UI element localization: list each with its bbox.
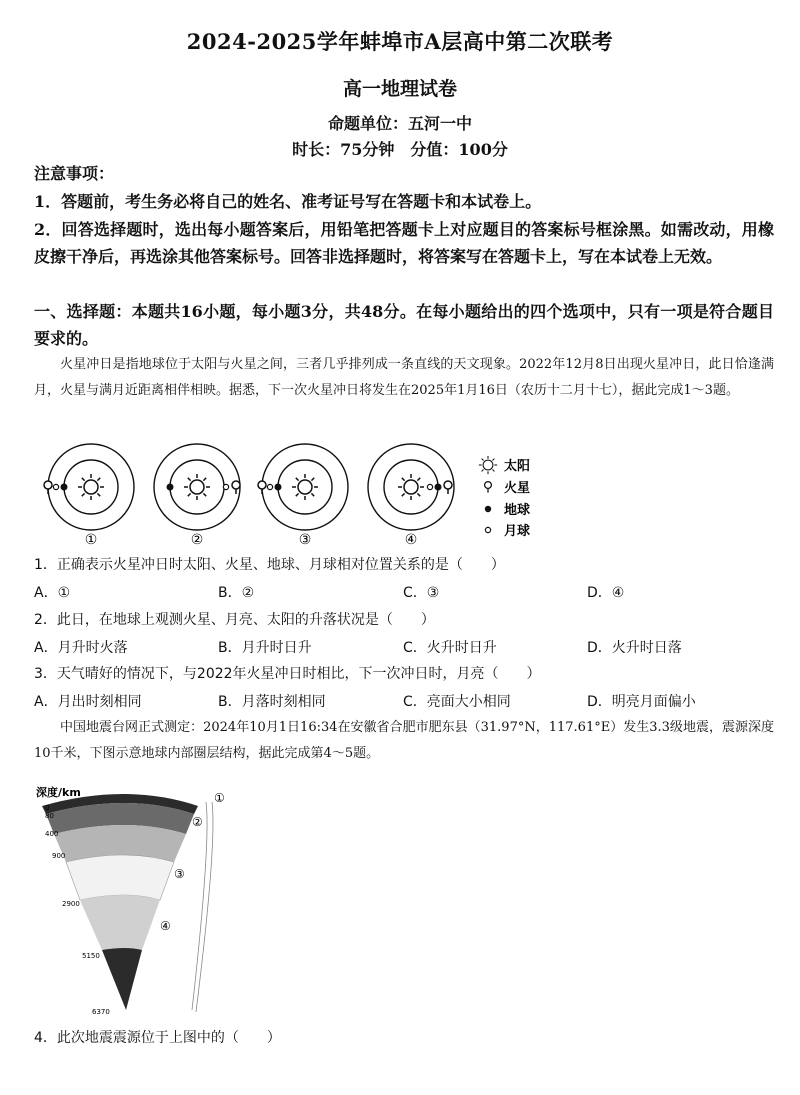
exam-unit: 命题单位：五河一中 <box>327 114 472 133</box>
passage-earthquake: 中国地震台网正式测定：2024年10月1日16:34在安徽省合肥市肥东县（31.97°N，117.61°E）发生3.3级地震，震源深度10千米，下图示意地球内部圈层结构，据此完成第4～5题。 <box>34 720 774 761</box>
question-2-stem: 2．此日，在地球上观测火星、月亮、太阳的升落状况是（ ） <box>34 612 435 628</box>
legend-moon: 月球 <box>504 524 531 539</box>
mantle-layer <box>66 855 174 900</box>
question-3-option-d: D．明亮月面偏小 <box>587 694 696 710</box>
depth-tick-2900: 2900 <box>62 900 80 908</box>
orbit-diagram-1 <box>44 444 134 530</box>
diagram-label-2: ② <box>190 532 204 548</box>
exam-subtitle: 高一地理试卷 <box>342 78 457 100</box>
diagram-label-1: ① <box>84 532 98 548</box>
question-2-option-b: B．月升时日升 <box>218 640 312 656</box>
layer-label-3: ③ <box>174 867 185 881</box>
question-1-option-c: C．③ <box>403 585 440 601</box>
question-2-option-a: A．月升时火落 <box>34 640 128 656</box>
question-3-option-b: B．月落时刻相同 <box>218 694 326 710</box>
depth-tick-6370: 6370 <box>92 1008 110 1016</box>
outer-core-layer <box>80 895 160 950</box>
question-2-option-c: C．火升时日升 <box>403 640 497 656</box>
sun-icon <box>479 456 497 474</box>
question-1-stem: 1．正确表示火星冲日时太阳、火星、地球、月球相对位置关系的是（ ） <box>34 557 505 573</box>
mars-icon <box>485 482 492 493</box>
orbit-diagram-figure <box>36 440 556 550</box>
question-2-option-d: D．火升时日落 <box>587 640 682 656</box>
depth-tick-80: 80 <box>45 812 54 820</box>
depth-axis-label: 深度/km <box>36 786 81 799</box>
section1-heading: 一、选择题：本题共16小题，每小题3分，共48分。在每小题给出的四个选项中，只有一项是符合题目要求的。 <box>34 302 774 348</box>
legend-sun: 太阳 <box>504 459 531 474</box>
orbit-diagram-4 <box>368 444 454 530</box>
notes-item-2: 2．回答选择题时，选出每小题答案后，用铅笔把答题卡上对应题目的答案标号框涂黑。如需改动，用橡皮擦干净后，再选涂其他答案标号。回答非选择题时，将答案写在答题卡上，写在本试卷上无效。 <box>34 220 774 266</box>
legend <box>479 456 530 539</box>
legend-earth: 地球 <box>504 503 531 518</box>
inner-core-layer <box>102 948 142 1010</box>
earth-interior-figure <box>36 782 236 1018</box>
depth-tick-5150: 5150 <box>82 952 100 960</box>
notes-heading: 注意事项： <box>34 164 115 183</box>
moon-icon <box>485 527 490 532</box>
depth-tick-400: 400 <box>45 830 59 838</box>
depth-tick-0: 0 <box>45 804 50 812</box>
passage-mars-opposition: 火星冲日是指地球位于太阳与火星之间，三者几乎排列成一条直线的天文现象。2022年12月8日出现火星冲日，此日恰逢满月，火星与满月近距离相伴相映。据悉，下一次火星冲日将发生在2025年1月16日（农历十二月十七），据此完成1～3题。 <box>34 357 774 398</box>
depth-tick-900: 900 <box>52 852 66 860</box>
notes-item-1: 1．答题前，考生务必将自己的姓名、准考证号写在答题卡和本试卷上。 <box>34 192 542 211</box>
question-1-option-d: D．④ <box>587 585 625 601</box>
orbit-diagram-3 <box>258 444 348 530</box>
question-1-option-b: B．② <box>218 585 255 601</box>
question-3-stem: 3．天气晴好的情况下，与2022年火星冲日时相比，下一次冲日时，月亮（ ） <box>34 666 541 682</box>
question-3-option-a: A．月出时刻相同 <box>34 694 142 710</box>
exam-time: 时长：75分钟 分值：100分 <box>292 140 508 159</box>
question-1-option-a: A．① <box>34 585 71 601</box>
question-3-option-c: C．亮面大小相同 <box>403 694 511 710</box>
layer-label-1: ① <box>214 791 225 805</box>
diagram-label-3: ③ <box>298 532 312 548</box>
layer-label-4: ④ <box>160 919 171 933</box>
legend-mars: 火星 <box>504 481 531 496</box>
layer-label-2: ② <box>192 815 203 829</box>
earth-icon <box>485 506 491 512</box>
diagram-label-4: ④ <box>404 532 418 548</box>
question-4-stem: 4．此次地震震源位于上图中的（ ） <box>34 1030 281 1046</box>
orbit-diagram-2 <box>154 444 240 530</box>
exam-title: 2024-2025学年蚌埠市A层高中第二次联考 <box>186 29 614 54</box>
